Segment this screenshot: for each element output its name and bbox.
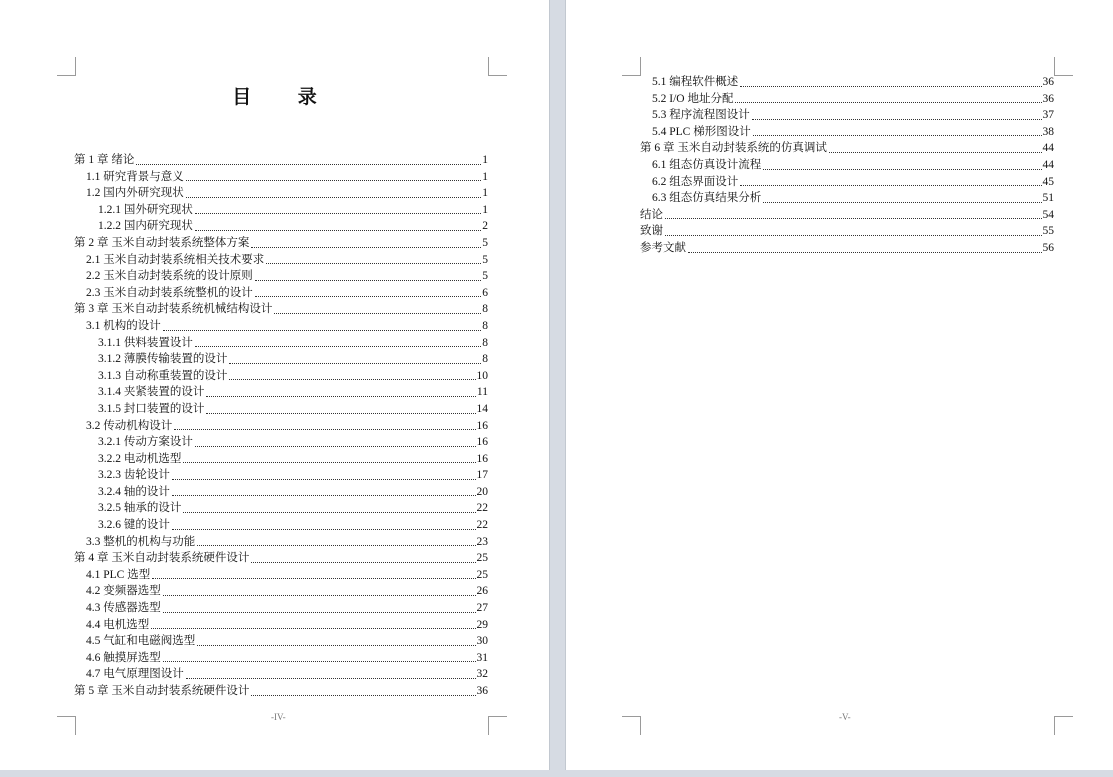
toc-dot-leader [665, 218, 1042, 219]
toc-entry-page-number: 31 [476, 651, 488, 664]
toc-entry-page-number: 55 [1042, 225, 1054, 238]
toc-entry-page-number: 8 [482, 303, 488, 316]
toc-entry[interactable] [74, 368, 488, 385]
toc-dot-leader [186, 678, 476, 679]
toc-entry-label: 3.1.2 薄膜传输装置的设计 [98, 353, 228, 366]
toc-entry-page-number: 54 [1042, 208, 1054, 221]
toc-entry[interactable] [640, 140, 1054, 157]
toc-entry[interactable] [74, 500, 488, 517]
toc-entry-page-number: 51 [1042, 192, 1054, 205]
toc-entry[interactable] [640, 107, 1054, 124]
toc-entry-label: 3.2.6 键的设计 [98, 519, 170, 532]
toc-dot-leader [163, 661, 476, 662]
toc-entry-label: 3.2.2 电动机选型 [98, 452, 182, 465]
toc-entry[interactable] [74, 600, 488, 617]
toc-entry-page-number: 1 [482, 170, 488, 183]
toc-dot-leader [251, 562, 475, 563]
toc-entry[interactable] [74, 467, 488, 484]
toc-entry-label: 1.2.2 国内研究现状 [98, 220, 193, 233]
toc-dot-leader [183, 512, 475, 513]
toc-entry-label: 2.1 玉米自动封装系统相关技术要求 [86, 253, 265, 266]
toc-entry-label: 第 4 章 玉米自动封装系统硬件设计 [74, 552, 250, 565]
toc-entry-label: 4.6 触摸屏选型 [86, 651, 161, 664]
toc-entry-label: 4.7 电气原理图设计 [86, 668, 184, 681]
crop-mark-bottom-right [1054, 716, 1073, 735]
toc-entry[interactable] [74, 550, 488, 567]
toc-entry-label: 6.3 组态仿真结果分析 [652, 192, 762, 205]
toc-entry-label: 1.1 研究背景与意义 [86, 170, 184, 183]
toc-entry-label: 4.2 变频器选型 [86, 585, 161, 598]
crop-mark-bottom-left [622, 716, 641, 735]
toc-entry-page-number: 36 [1042, 92, 1054, 105]
toc-entry-page-number: 25 [476, 568, 488, 581]
toc-entry-label: 第 2 章 玉米自动封装系统整体方案 [74, 236, 250, 249]
toc-entry-label: 第 5 章 玉米自动封装系统硬件设计 [74, 685, 250, 697]
toc-dot-leader [172, 495, 476, 496]
toc-entry-page-number: 1 [482, 187, 488, 200]
toc-entry-label: 3.2 传动机构设计 [86, 419, 173, 432]
toc-entry[interactable] [74, 268, 488, 285]
toc-entry-page-number: 56 [1042, 241, 1054, 254]
toc-entry-label: 3.3 整机的机构与功能 [86, 535, 196, 548]
toc-entry[interactable] [74, 418, 488, 435]
toc-entry-label: 参考文献 [640, 241, 686, 254]
toc-entry[interactable] [640, 124, 1054, 141]
toc-entry-label: 5.2 I/O 地址分配 [652, 92, 734, 105]
toc-entry-label: 3.1.5 封口装置的设计 [98, 402, 205, 415]
toc-entry-label: 4.1 PLC 选型 [86, 568, 151, 581]
toc-entry-page-number: 8 [482, 319, 488, 332]
toc-dot-leader [163, 330, 482, 331]
toc-entry[interactable] [640, 190, 1054, 207]
page-gap [549, 0, 566, 777]
toc-entry-page-number: 1 [482, 203, 488, 216]
toc-entry-page-number: 5 [482, 236, 488, 249]
toc-entry[interactable] [74, 434, 488, 451]
toc-list-right [640, 74, 1054, 257]
viewer-bottom-strip [0, 770, 1113, 777]
toc-dot-leader [665, 235, 1042, 236]
crop-mark-top-left [57, 57, 76, 76]
toc-entry-page-number: 5 [482, 253, 488, 266]
toc-entry-label: 1.2 国内外研究现状 [86, 187, 184, 200]
toc-dot-leader [688, 252, 1042, 253]
toc-entry-label: 3.2.5 轴承的设计 [98, 502, 182, 515]
toc-dot-leader [172, 529, 476, 530]
crop-mark-bottom-left [57, 716, 76, 735]
toc-dot-leader [752, 119, 1042, 120]
toc-entry[interactable] [74, 285, 488, 302]
page-number-footer: -V- [839, 712, 851, 722]
toc-entry[interactable] [640, 91, 1054, 108]
toc-dot-leader [163, 612, 476, 613]
toc-list-left [74, 152, 488, 700]
toc-entry[interactable] [74, 583, 488, 600]
toc-entry-label: 第 3 章 玉米自动封装系统机械结构设计 [74, 303, 273, 316]
toc-entry[interactable] [74, 484, 488, 501]
toc-entry-page-number: 32 [476, 668, 488, 681]
toc-entry-page-number: 16 [476, 452, 488, 465]
toc-entry[interactable] [74, 169, 488, 186]
toc-dot-leader [251, 247, 481, 248]
toc-dot-leader [195, 346, 481, 347]
toc-entry-page-number: 36 [1042, 76, 1054, 88]
toc-entry-page-number: 26 [476, 585, 488, 598]
toc-entry[interactable] [74, 152, 488, 169]
toc-entry[interactable] [74, 401, 488, 418]
toc-entry-label: 2.3 玉米自动封装系统整机的设计 [86, 286, 253, 299]
toc-entry-page-number: 5 [482, 270, 488, 283]
toc-entry-label: 第 1 章 绪论 [74, 154, 135, 166]
toc-dot-leader [151, 628, 475, 629]
toc-dot-leader [197, 545, 475, 546]
toc-title: 目 录 [232, 86, 337, 108]
toc-entry-page-number: 22 [476, 519, 488, 532]
toc-entry[interactable] [74, 202, 488, 219]
toc-entry[interactable] [74, 335, 488, 352]
page-number-footer: -IV- [271, 712, 286, 722]
toc-entry[interactable] [640, 223, 1054, 240]
toc-entry-label: 5.3 程序流程图设计 [652, 109, 750, 122]
toc-entry-label: 3.1.1 供料装置设计 [98, 336, 193, 349]
toc-dot-leader [763, 169, 1041, 170]
toc-entry-page-number: 16 [476, 436, 488, 449]
toc-entry[interactable] [74, 567, 488, 584]
toc-entry-label: 6.2 组态界面设计 [652, 175, 739, 188]
toc-entry-page-number: 23 [476, 535, 488, 548]
toc-entry-label: 3.1.3 自动称重装置的设计 [98, 369, 228, 382]
toc-entry-label: 3.1 机构的设计 [86, 319, 161, 332]
toc-entry-label: 3.2.3 齿轮设计 [98, 469, 170, 482]
toc-entry-page-number: 44 [1042, 158, 1054, 171]
toc-entry[interactable] [640, 74, 1054, 91]
crop-mark-top-left [622, 57, 641, 76]
toc-entry-page-number: 17 [476, 469, 488, 482]
toc-entry[interactable] [74, 451, 488, 468]
toc-dot-leader [186, 197, 482, 198]
toc-dot-leader [174, 429, 475, 430]
toc-dot-leader [266, 263, 481, 264]
toc-dot-leader [229, 363, 481, 364]
toc-entry-page-number: 37 [1042, 109, 1054, 122]
toc-entry[interactable] [74, 235, 488, 252]
toc-dot-leader [206, 413, 475, 414]
toc-dot-leader [195, 446, 476, 447]
toc-dot-leader [136, 164, 481, 165]
toc-entry[interactable] [640, 157, 1054, 174]
toc-dot-leader [183, 462, 475, 463]
toc-dot-leader [740, 185, 1041, 186]
toc-dot-leader [251, 695, 475, 696]
toc-entry-label: 第 6 章 玉米自动封装系统的仿真调试 [640, 142, 827, 155]
toc-dot-leader [195, 213, 481, 214]
toc-entry-page-number: 16 [476, 419, 488, 432]
toc-dot-leader [255, 280, 482, 281]
toc-entry-label: 结论 [640, 208, 663, 221]
toc-entry[interactable] [74, 534, 488, 551]
toc-entry[interactable] [74, 185, 488, 202]
toc-entry-page-number: 25 [476, 552, 488, 565]
toc-entry-page-number: 27 [476, 602, 488, 615]
toc-entry-label: 4.4 电机选型 [86, 618, 150, 631]
toc-dot-leader [195, 230, 481, 231]
toc-dot-leader [753, 135, 1042, 136]
toc-dot-leader [197, 645, 475, 646]
toc-dot-leader [229, 379, 475, 380]
toc-dot-leader [206, 396, 476, 397]
toc-entry-page-number: 36 [476, 685, 488, 697]
toc-entry-label: 2.2 玉米自动封装系统的设计原则 [86, 270, 253, 283]
toc-dot-leader [740, 86, 1041, 87]
toc-entry-page-number: 38 [1042, 125, 1054, 138]
toc-entry-label: 4.3 传感器选型 [86, 602, 161, 615]
toc-entry[interactable] [74, 351, 488, 368]
toc-entry-page-number: 10 [476, 369, 488, 382]
toc-entry-label: 5.4 PLC 梯形图设计 [652, 125, 751, 138]
toc-entry-label: 3.2.4 轴的设计 [98, 485, 170, 498]
document-page-left [0, 0, 549, 777]
toc-entry-label: 4.5 气缸和电磁阀选型 [86, 635, 196, 648]
toc-entry[interactable] [74, 650, 488, 667]
toc-entry-page-number: 1 [482, 154, 488, 166]
toc-entry-page-number: 20 [476, 485, 488, 498]
toc-entry-label: 6.1 组态仿真设计流程 [652, 158, 762, 171]
crop-mark-bottom-right [488, 716, 507, 735]
toc-dot-leader [735, 102, 1041, 103]
toc-dot-leader [186, 180, 482, 181]
toc-entry[interactable] [74, 666, 488, 683]
toc-entry[interactable] [74, 318, 488, 335]
toc-entry-label: 致谢 [640, 225, 663, 238]
toc-entry-page-number: 14 [476, 402, 488, 415]
toc-entry-page-number: 8 [482, 336, 488, 349]
toc-entry-page-number: 30 [476, 635, 488, 648]
toc-entry[interactable] [74, 252, 488, 269]
toc-entry[interactable] [74, 633, 488, 650]
toc-entry-label: 3.1.4 夹紧装置的设计 [98, 386, 205, 399]
toc-entry[interactable] [74, 683, 488, 700]
toc-entry[interactable] [74, 617, 488, 634]
toc-entry-page-number: 45 [1042, 175, 1054, 188]
toc-entry-page-number: 44 [1042, 142, 1054, 155]
toc-entry[interactable] [74, 384, 488, 401]
toc-entry-page-number: 2 [482, 220, 488, 233]
toc-entry[interactable] [640, 174, 1054, 191]
toc-dot-leader [255, 296, 482, 297]
toc-dot-leader [274, 313, 481, 314]
toc-entry-page-number: 11 [476, 386, 488, 399]
toc-dot-leader [172, 479, 476, 480]
toc-entry[interactable] [74, 517, 488, 534]
toc-entry-label: 3.2.1 传动方案设计 [98, 436, 193, 449]
toc-dot-leader [163, 595, 476, 596]
toc-entry-page-number: 29 [476, 618, 488, 631]
toc-dot-leader [152, 578, 475, 579]
crop-mark-top-right [488, 57, 507, 76]
toc-entry[interactable] [74, 218, 488, 235]
toc-dot-leader [829, 152, 1042, 153]
toc-entry[interactable] [640, 240, 1054, 257]
toc-entry-label: 5.1 编程软件概述 [652, 76, 739, 88]
toc-entry-page-number: 22 [476, 502, 488, 515]
toc-entry[interactable] [74, 301, 488, 318]
toc-entry-page-number: 6 [482, 286, 488, 299]
toc-dot-leader [763, 202, 1041, 203]
toc-entry-label: 1.2.1 国外研究现状 [98, 203, 193, 216]
toc-entry[interactable] [640, 207, 1054, 224]
crop-mark-top-right [1054, 57, 1073, 76]
toc-entry-page-number: 8 [482, 353, 488, 366]
